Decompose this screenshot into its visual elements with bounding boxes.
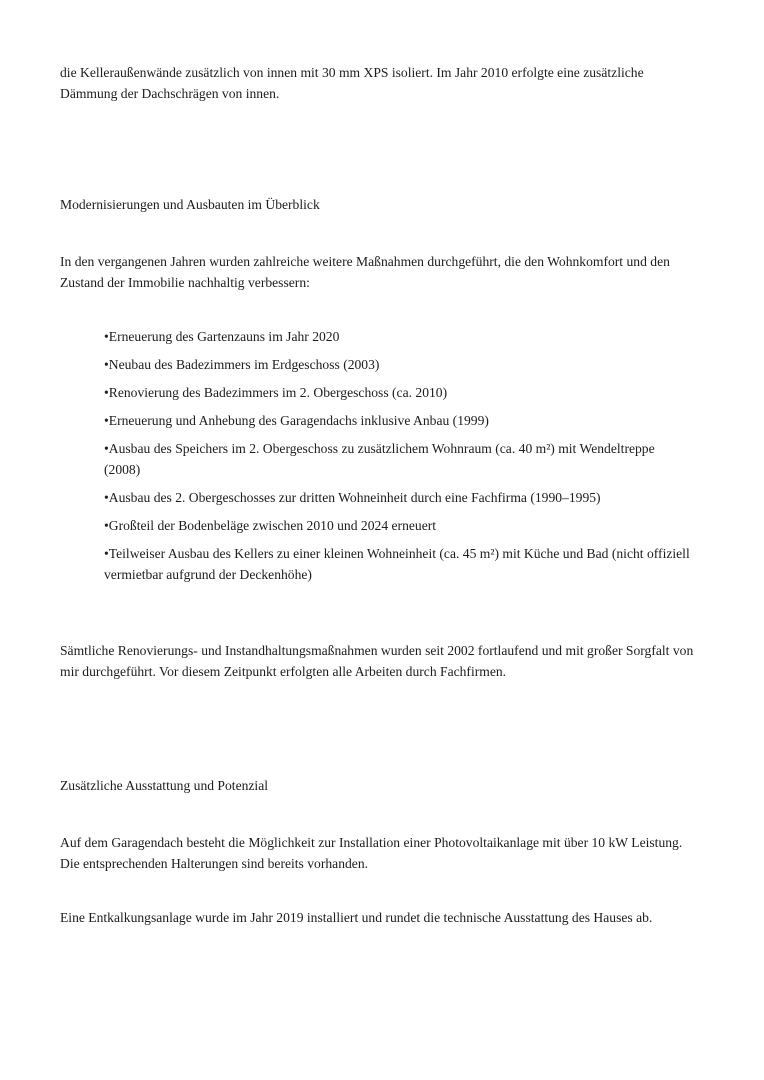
- photovoltaic-paragraph: Auf dem Garagendach besteht die Möglichkeit zur Installation einer Photovoltaikanlage mit über 10 kW Leistung. Die entsprechenden Halterungen sind bereits vorhanden.: [60, 835, 683, 871]
- list-item: •Ausbau des 2. Obergeschosses zur dritten Wohneinheit durch eine Fachfirma (1990–1995): [104, 490, 601, 505]
- list-item: •Teilweiser Ausbau des Kellers zu einer kleinen Wohneinheit (ca. 45 m²) mit Küche und Bad (nicht offiziell vermietbar aufgrund der Deckenhöhe): [104, 546, 690, 582]
- list-item: •Erneuerung des Gartenzauns im Jahr 2020: [104, 329, 340, 344]
- modernization-heading: Modernisierungen und Ausbauten im Überblick: [60, 197, 320, 212]
- intro-paragraph: die Kelleraußenwände zusätzlich von innen mit 30 mm XPS isoliert. Im Jahr 2010 erfolgte eine zusätzliche Dämmung der Dachschrägen von innen.: [60, 65, 644, 101]
- modernization-list: [104, 326, 694, 592]
- renovation-paragraph: Sämtliche Renovierungs- und Instandhaltungsmaßnahmen wurden seit 2002 fortlaufend und mit großer Sorgfalt von mir durchgeführt. Vor diesem Zeitpunkt erfolgten alle Arbeiten durch Fachfirmen.: [60, 643, 694, 679]
- extras-heading: Zusätzliche Ausstattung und Potenzial: [60, 778, 269, 793]
- modernization-intro-paragraph: In den vergangenen Jahren wurden zahlreiche weitere Maßnahmen durchgeführt, die den Wohnkomfort und den Zustand der Immobilie nachhaltig verbessern:: [60, 254, 670, 290]
- list-item: •Renovierung des Badezimmers im 2. Obergeschoss (ca. 2010): [104, 385, 448, 400]
- list-item: •Erneuerung und Anhebung des Garagendachs inklusive Anbau (1999): [104, 413, 489, 428]
- list-item: •Großteil der Bodenbeläge zwischen 2010 und 2024 erneuert: [104, 518, 437, 533]
- list-item: •Neubau des Badezimmers im Erdgeschoss (2003): [104, 357, 380, 372]
- list-item: •Ausbau des Speichers im 2. Obergeschoss zu zusätzlichem Wohnraum (ca. 40 m²) mit Wendeltreppe (2008): [104, 441, 655, 477]
- decalcification-paragraph: Eine Entkalkungsanlage wurde im Jahr 2019 installiert und rundet die technische Ausstattung des Hauses ab.: [60, 910, 653, 925]
